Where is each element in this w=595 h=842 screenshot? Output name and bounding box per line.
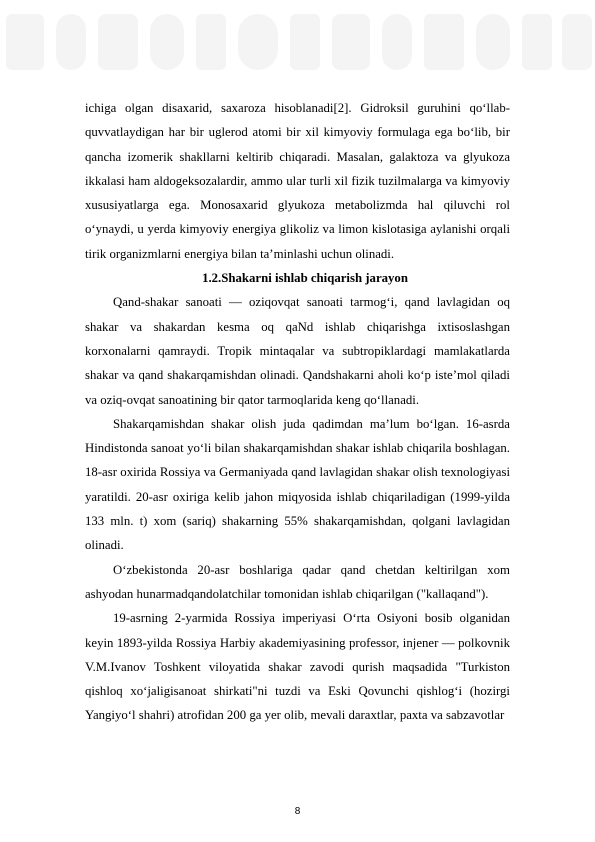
document-body: [85, 96, 510, 728]
watermark-logo-strip: [0, 8, 595, 78]
paragraph-19-asr: 19-asrning 2-yarmida Rossiya imperiyasi O‘rta Osiyoni bosib olganidan keyin 1893-yilda Rossiya Harbiy akademiyasining professor, injener — polkovnik V.M.Ivanov Toshkent viloyatida shakar zavodi qurish maqsadida "Turkiston qishloq xo‘jaligisanoat shirkati"ni tuzdi va Eski Qovunchi qishlog‘i (hozirgi Yangiyo‘l shahri) atrofidan 200 ga yer olib, mevali daraxtlar, paxta va sabzavotlar: [85, 611, 510, 723]
paragraph-shakarqamish-tarixi: Shakarqamishdan shakar olish juda qadimdan ma’lum bo‘lgan. 16-asrda Hindistonda sanoat yo‘li bilan shakarqamishdan shakar ishlab chiqarila boshlagan. 18-asr oxirida Rossiya va Germaniyada qand lavlagidan shakar olish texnologiyasi yaratildi. 20-asr oxiriga kelib jahon miqyosida ishlab chiqariladigan (1999-yilda 133 mln. t) xom (sariq) shakarning 55% shakarqamishdan, qolgani lavlagidan olinadi.: [85, 416, 510, 553]
paragraph-saxaroza: ichiga olgan disaxarid, saxaroza hisoblanadi[2]. Gidroksil guruhini qo‘llab-quvvatlaydigan har bir uglerod atomi bir xil kimyoviy formulaga ega bo‘lib, bir qancha izomerik shakllarni keltirib chiqaradi. Masalan, galaktoza va glyukoza ikkalasi ham aldogeksozalardir, ammo ular turli xil fizik tuzilmalarga va kimyoviy xususiyatlarga ega. Monosaxarid glyukoza metabolizmda hal qiluvchi rol o‘ynaydi, u yerda kimyoviy energiya glikoliz va limon kislotasiga aylanishi orqali tirik organizmlarni energiya bilan ta’minlashi uchun olinadi.: [85, 101, 510, 261]
paragraph-ozbekiston: O‘zbekistonda 20-asr boshlariga qadar qand chetdan keltirilgan xom ashyodan hunarmadqandolatchilar tomonidan ishlab chiqarilgan ("kallaqand").: [85, 562, 510, 601]
paragraph-qand-shakar-sanoati: Qand-shakar sanoati — oziqovqat sanoati tarmog‘i, qand lavlagidan oq shakar va shakardan kesma oq qaNd ishlab chiqarishga ixtisoslashgan korxonalarni qamraydi. Tropik mintaqalar va subtropiklardagi mamlakatlarda shakar va qand shakarqamishdan olinadi. Qandshakarni aholi ko‘p iste’mol qiladi va oziq-ovqat sanoatining bir qator tarmoqlarida keng qo‘llanadi.: [85, 295, 510, 407]
section-heading: 1.2.Shakarni ishlab chiqarish jarayon: [202, 271, 408, 286]
page-number: 8: [294, 806, 301, 817]
